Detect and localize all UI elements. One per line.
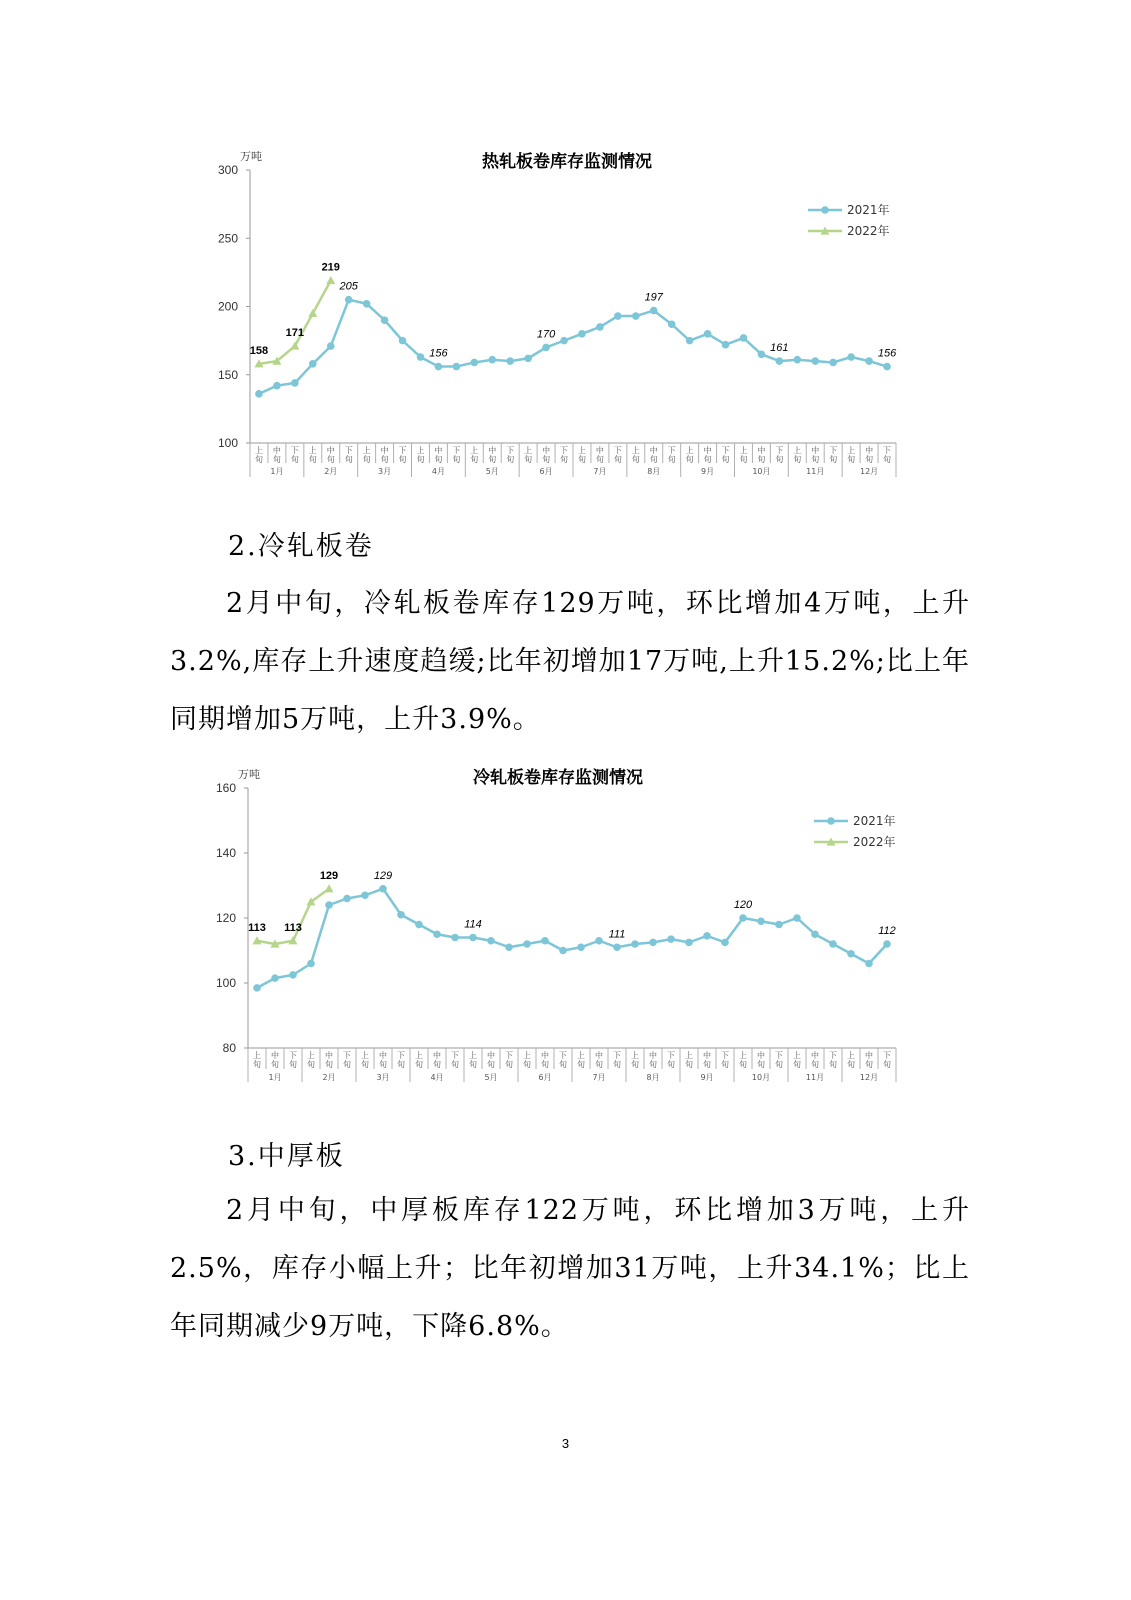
data-label: 170	[536, 328, 556, 341]
x-month-label: 6月	[538, 1073, 552, 1082]
data-point	[595, 937, 603, 945]
x-month-label: 3月	[378, 467, 392, 476]
x-sub-label: 下旬	[505, 1051, 513, 1069]
data-point	[326, 276, 335, 284]
series-line-2022年	[259, 281, 331, 364]
data-label: 161	[770, 342, 789, 355]
x-sub-label: 上旬	[577, 446, 586, 464]
data-point	[883, 363, 891, 371]
x-month-label: 2月	[324, 467, 338, 476]
x-sub-label: 中旬	[649, 446, 658, 464]
data-point	[596, 323, 604, 331]
data-point	[541, 937, 549, 945]
x-sub-label: 中旬	[541, 1051, 549, 1069]
x-sub-label: 下旬	[829, 1051, 837, 1069]
x-sub-label: 中旬	[325, 1051, 333, 1069]
data-point	[453, 363, 461, 371]
x-month-label: 12月	[859, 1073, 879, 1082]
y-tick-label: 120	[215, 911, 236, 925]
x-sub-label: 下旬	[721, 1051, 729, 1069]
x-sub-label: 下旬	[721, 446, 730, 464]
data-point	[471, 359, 479, 367]
x-month-label: 4月	[431, 467, 445, 476]
x-sub-label: 下旬	[775, 446, 784, 464]
x-sub-label: 下旬	[829, 446, 838, 464]
x-sub-label: 下旬	[667, 446, 676, 464]
data-point	[577, 943, 585, 951]
data-point	[345, 296, 353, 304]
x-sub-label: 下旬	[560, 446, 569, 464]
legend-label: 2021年	[847, 203, 890, 217]
data-point	[415, 921, 423, 929]
x-sub-label: 上旬	[847, 1051, 855, 1069]
x-month-label: 9月	[701, 467, 715, 476]
data-point	[668, 320, 676, 328]
data-label: 113	[284, 921, 302, 934]
x-sub-label: 中旬	[271, 1051, 279, 1069]
data-point	[865, 960, 873, 968]
x-sub-label: 中旬	[380, 446, 389, 464]
x-sub-label: 下旬	[883, 446, 892, 464]
cold-rolled-chart-svg	[0, 756, 1131, 1086]
x-sub-label: 上旬	[362, 446, 371, 464]
data-point	[435, 363, 443, 371]
data-point	[363, 300, 371, 308]
x-sub-label: 下旬	[559, 1051, 567, 1069]
x-sub-label: 上旬	[524, 446, 533, 464]
data-point	[291, 379, 299, 387]
data-point	[289, 971, 297, 979]
x-sub-label: 下旬	[506, 446, 515, 464]
x-month-label: 9月	[700, 1073, 714, 1082]
x-sub-label: 中旬	[865, 446, 874, 464]
y-tick-label: 80	[222, 1041, 236, 1055]
data-point	[631, 940, 639, 948]
x-sub-label: 中旬	[595, 446, 604, 464]
x-sub-label: 下旬	[290, 446, 299, 464]
x-sub-label: 下旬	[613, 1051, 621, 1069]
data-point	[542, 344, 550, 352]
x-sub-label: 下旬	[343, 1051, 351, 1069]
x-sub-label: 下旬	[452, 446, 461, 464]
y-tick-label: 140	[215, 846, 236, 860]
x-month-label: 7月	[592, 1073, 606, 1082]
data-point	[883, 940, 891, 948]
data-point	[487, 937, 495, 945]
x-month-label: 11月	[806, 467, 825, 476]
medium-plate-paragraph: 2月中旬，中厚板库存122万吨，环比增加3万吨，上升2.5%，库存小幅上升；比年初增加31万吨，上升34.1%；比上年同期减少9万吨，下降6.8%。	[170, 1195, 970, 1342]
data-label: 120	[733, 899, 753, 911]
data-point	[686, 337, 694, 345]
legend-label: 2021年	[853, 814, 896, 828]
data-label: 219	[321, 261, 340, 274]
x-sub-label: 下旬	[613, 446, 622, 464]
page-number: 3	[561, 1436, 570, 1451]
x-sub-label: 中旬	[433, 1051, 441, 1069]
x-sub-label: 下旬	[775, 1051, 783, 1069]
data-point	[273, 382, 281, 390]
x-sub-label: 中旬	[757, 446, 766, 464]
x-sub-label: 下旬	[289, 1051, 297, 1069]
x-month-label: 12月	[859, 467, 879, 476]
data-point	[847, 950, 855, 958]
x-sub-label: 上旬	[308, 446, 317, 464]
y-unit-label: 万吨	[240, 150, 262, 163]
data-point	[309, 360, 317, 368]
data-label: 156	[429, 347, 448, 360]
data-point	[811, 930, 819, 938]
x-sub-label: 中旬	[326, 446, 335, 464]
data-label: 205	[339, 280, 358, 293]
legend-label: 2022年	[847, 224, 890, 238]
x-month-label: 5月	[484, 1073, 498, 1082]
data-point	[793, 914, 801, 922]
legend-label: 2022年	[853, 835, 896, 849]
legend-marker	[821, 206, 829, 214]
x-sub-label: 中旬	[379, 1051, 387, 1069]
hot-rolled-inventory-chart	[0, 140, 1131, 490]
data-point	[614, 312, 622, 320]
x-sub-label: 上旬	[415, 1051, 423, 1069]
data-point	[578, 330, 586, 338]
cold-rolled-paragraph: 2月中旬，冷轧板卷库存129万吨，环比增加4万吨，上升3.2%,库存上升速度趋缓;比年初增加17万吨,上升15.2%;比上年同期增加5万吨，上升3.9%。	[170, 588, 970, 735]
x-sub-label: 中旬	[865, 1051, 873, 1069]
x-sub-label: 中旬	[488, 446, 497, 464]
series-line-2021年	[257, 889, 887, 988]
x-month-label: 2月	[322, 1073, 336, 1082]
data-point	[327, 342, 335, 350]
x-sub-label: 中旬	[703, 1051, 711, 1069]
x-month-label: 3月	[376, 1073, 390, 1082]
data-point	[740, 334, 748, 342]
data-point	[811, 357, 819, 365]
data-point	[613, 943, 621, 951]
x-sub-label: 上旬	[739, 1051, 747, 1069]
data-point	[865, 357, 873, 365]
x-month-label: 4月	[430, 1073, 444, 1082]
data-label: 171	[285, 327, 305, 340]
x-sub-label: 上旬	[847, 446, 856, 464]
y-tick-label: 300	[217, 163, 238, 177]
data-label: 113	[248, 921, 266, 934]
x-sub-label: 下旬	[883, 1051, 891, 1069]
data-point	[469, 934, 477, 942]
data-label: 129	[373, 869, 393, 882]
x-month-label: 8月	[647, 467, 661, 476]
x-sub-label: 上旬	[793, 446, 802, 464]
data-point	[650, 307, 658, 315]
data-point	[739, 914, 747, 922]
data-point	[685, 939, 693, 947]
x-sub-label: 上旬	[253, 1051, 261, 1069]
hot-rolled-chart-svg	[0, 140, 1131, 490]
y-tick-label: 100	[215, 976, 236, 990]
x-month-label: 10月	[751, 1073, 771, 1082]
x-sub-label: 上旬	[685, 446, 694, 464]
x-sub-label: 中旬	[272, 446, 281, 464]
data-point	[253, 984, 261, 992]
x-sub-label: 上旬	[469, 1051, 477, 1069]
x-sub-label: 上旬	[631, 1051, 639, 1069]
data-point	[524, 355, 532, 363]
chart-title: 热轧板卷库存监测情况	[482, 152, 652, 172]
data-point	[381, 316, 389, 324]
data-point	[505, 943, 513, 951]
x-sub-label: 中旬	[649, 1051, 657, 1069]
data-point	[523, 940, 531, 948]
data-label: 112	[878, 925, 896, 937]
x-month-label: 5月	[485, 467, 499, 476]
medium-plate-heading: 3.中厚板	[228, 1141, 345, 1172]
x-sub-label: 上旬	[361, 1051, 369, 1069]
data-point	[758, 350, 766, 358]
chart-title: 冷轧板卷库存监测情况	[473, 768, 643, 788]
x-sub-label: 上旬	[254, 446, 263, 464]
data-point	[506, 357, 514, 365]
x-month-label: 11月	[805, 1073, 825, 1082]
data-point	[829, 359, 837, 367]
cold-rolled-inventory-chart	[0, 756, 1131, 1086]
x-sub-label: 下旬	[398, 446, 407, 464]
data-point	[560, 337, 568, 345]
data-point	[829, 940, 837, 948]
x-sub-label: 下旬	[667, 1051, 675, 1069]
data-point	[451, 934, 459, 942]
data-label: 114	[464, 918, 482, 931]
data-label: 197	[644, 291, 663, 304]
x-sub-label: 中旬	[811, 1051, 819, 1069]
data-point	[399, 337, 407, 345]
data-point	[703, 932, 711, 940]
data-label: 129	[319, 869, 339, 882]
x-sub-label: 中旬	[434, 446, 443, 464]
x-sub-label: 上旬	[416, 446, 425, 464]
data-point	[488, 356, 496, 364]
y-tick-label: 160	[215, 781, 236, 795]
x-month-label: 10月	[752, 467, 771, 476]
data-point	[417, 353, 425, 361]
data-label: 156	[877, 347, 897, 360]
data-point	[433, 930, 441, 938]
data-point	[343, 895, 351, 903]
x-month-label: 1月	[268, 1073, 282, 1082]
x-sub-label: 中旬	[757, 1051, 765, 1069]
data-point	[667, 935, 675, 943]
data-point	[559, 947, 567, 955]
cold-rolled-heading: 2.冷轧板卷	[228, 531, 374, 562]
x-sub-label: 中旬	[542, 446, 551, 464]
data-point	[722, 341, 730, 349]
y-tick-label: 150	[217, 367, 238, 382]
x-sub-label: 上旬	[523, 1051, 531, 1069]
data-point	[271, 974, 279, 982]
x-sub-label: 下旬	[344, 446, 353, 464]
data-label: 111	[608, 928, 626, 941]
x-month-label: 6月	[539, 467, 553, 476]
data-point	[307, 960, 315, 968]
data-point	[255, 390, 263, 398]
data-point	[649, 939, 657, 947]
data-point	[397, 911, 405, 919]
x-sub-label: 中旬	[595, 1051, 603, 1069]
x-sub-label: 上旬	[470, 446, 479, 464]
legend-marker	[827, 817, 835, 825]
x-sub-label: 上旬	[685, 1051, 693, 1069]
x-sub-label: 中旬	[811, 446, 820, 464]
x-sub-label: 中旬	[487, 1051, 495, 1069]
data-point	[632, 312, 640, 320]
x-sub-label: 上旬	[631, 446, 640, 464]
data-point	[847, 353, 855, 361]
series-line-2022年	[257, 889, 329, 944]
x-sub-label: 下旬	[397, 1051, 405, 1069]
y-unit-label: 万吨	[238, 768, 260, 781]
x-sub-label: 上旬	[739, 446, 748, 464]
x-sub-label: 上旬	[793, 1051, 801, 1069]
x-sub-label: 下旬	[451, 1051, 459, 1069]
x-month-label: 8月	[646, 1073, 660, 1082]
data-point	[379, 885, 387, 893]
data-point	[776, 357, 784, 365]
y-tick-label: 250	[217, 231, 238, 246]
data-label: 158	[249, 344, 269, 357]
data-point	[757, 917, 765, 925]
data-point	[794, 356, 802, 364]
series-line-2021年	[259, 300, 887, 394]
x-sub-label: 中旬	[703, 446, 712, 464]
data-point	[361, 891, 369, 899]
x-month-label: 1月	[270, 467, 284, 476]
x-month-label: 7月	[593, 467, 607, 476]
y-tick-label: 200	[217, 299, 238, 314]
data-point	[325, 901, 333, 909]
data-point	[704, 330, 712, 338]
data-point	[721, 939, 729, 947]
x-sub-label: 上旬	[577, 1051, 585, 1069]
x-sub-label: 上旬	[307, 1051, 315, 1069]
data-point	[775, 921, 783, 929]
y-tick-label: 100	[217, 436, 238, 450]
data-point	[325, 884, 334, 892]
